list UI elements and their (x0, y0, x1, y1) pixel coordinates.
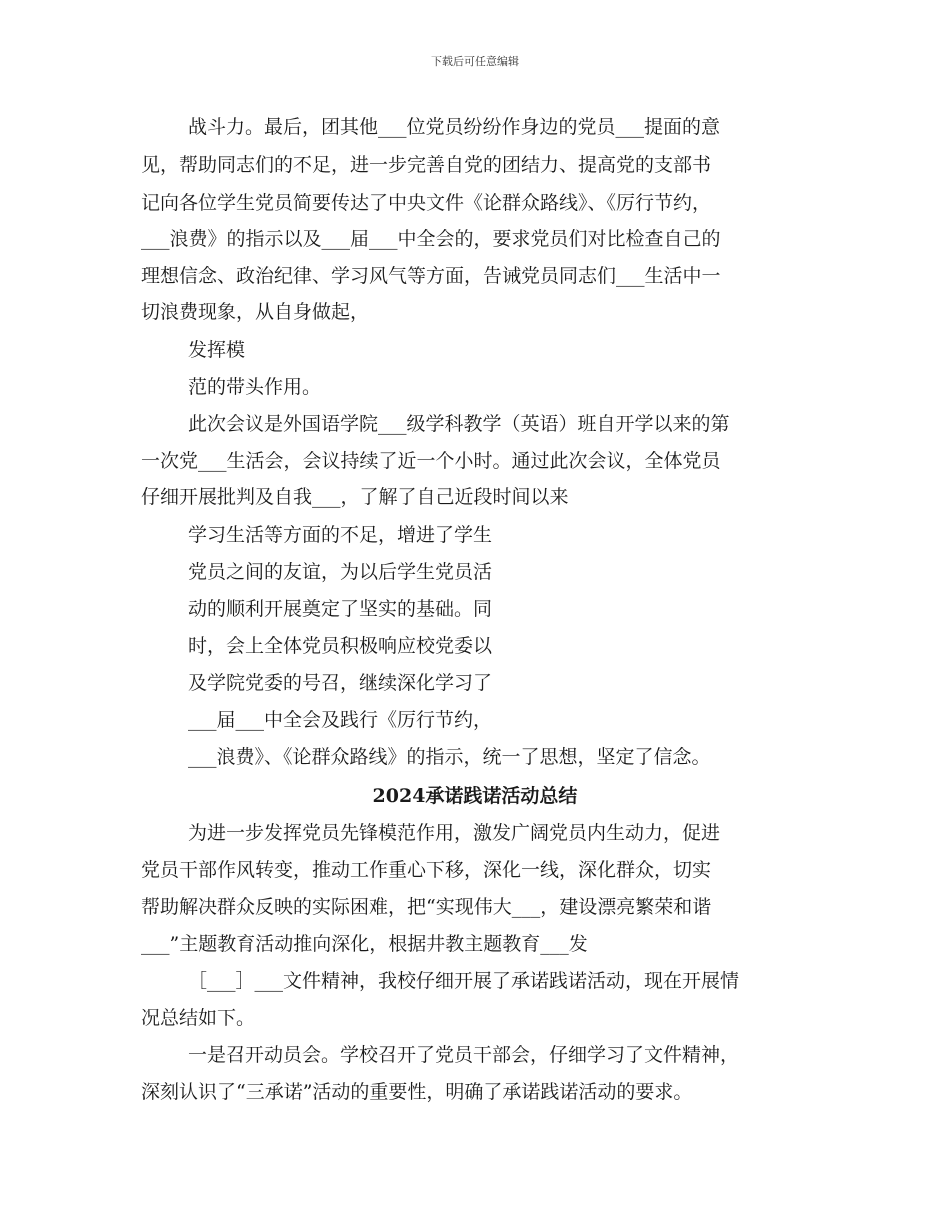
paragraph-line: 党员之间的友谊，为以后学生党员活 (188, 561, 493, 583)
paragraph-line: 理想信念、政治纪律、学习风气等方面，告诫党员同志们___生活中一 (141, 265, 721, 287)
paragraph-line: 况总结如下。 (141, 1007, 256, 1029)
paragraph-line: 切浪费现象，从自身做起， (141, 301, 370, 323)
paragraph-line: 发挥模 (188, 339, 246, 361)
paragraph-line: 党员干部作风转变，推动工作重心下移，深化一线，深化群众，切实 (141, 859, 712, 881)
paragraph-line: 时，会上全体党员积极响应校党委以 (188, 635, 493, 657)
paragraph-line: 范的带头作用。 (188, 376, 322, 398)
paragraph-line: ___”主题教育活动推向深化，根据井教主题教育___发 (141, 933, 588, 955)
paragraph-line: 动的顺利开展奠定了坚实的基础。同 (188, 598, 493, 620)
paragraph-line: 战斗力。最后，团其他___位党员纷纷作身边的党员___提面的意 (188, 116, 721, 138)
paragraph-line: ___浪费》、《论群众路线》的指示，统一了思想，坚定了信念。 (188, 746, 711, 768)
paragraph-line: 记向各位学生党员简要传达了中央文件《论群众路线》、《厉行节约， (141, 192, 712, 214)
paragraph-line: ［___］___文件精神，我校仔细开展了承诺践诺活动，现在开展情 (188, 970, 740, 992)
paragraph-line: 此次会议是外国语学院___级学科教学（英语）班自开学以来的第 (188, 413, 730, 435)
paragraph-line: 学习生活等方面的不足，增进了学生 (188, 524, 493, 546)
paragraph-line: 为进一步发挥党员先锋模范作用，激发广阔党员内生动力，促进 (188, 822, 721, 844)
paragraph-line: ___浪费》的指示以及___届___中全会的，要求党员们对比检查自己的 (141, 228, 721, 250)
paragraph-line: ___届___中全会及践行《厉行节约， (188, 709, 493, 731)
page-header: 下载后可任意编辑 (431, 55, 519, 68)
paragraph-line: 仔细开展批判及自我___，了解了自己近段时间以来 (141, 486, 569, 508)
paragraph-line: 一次党___生活会，会议持续了近一个小时。通过此次会议，全体党员 (141, 450, 721, 472)
paragraph-line: 深刻认识了“三承诺”活动的重要性，明确了承诺践诺活动的要求。 (141, 1081, 693, 1103)
paragraph-line: 一是召开动员会。学校召开了党员干部会，仔细学习了文件精神， (188, 1044, 740, 1066)
section-title: 2024承诺践诺活动总结 (372, 785, 578, 807)
paragraph-line: 及学院党委的号召，继续深化学习了 (188, 672, 493, 694)
paragraph-line: 帮助解决群众反映的实际困难，把“实现伟大___，建设漂亮繁荣和谐 (141, 896, 712, 918)
paragraph-line: 见，帮助同志们的不足，进一步完善自党的团结力、提高党的支部书 (141, 154, 712, 176)
